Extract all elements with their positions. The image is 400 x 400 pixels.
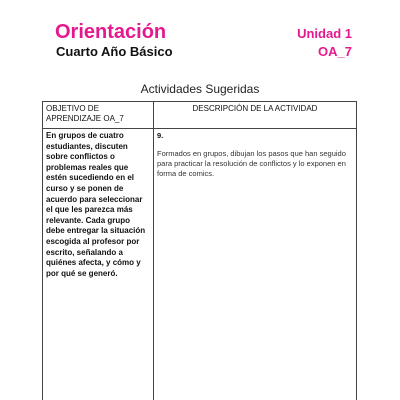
description-cell [154,129,357,400]
activity-text: Formados en grupos, dibujan los pasos que han seguido para practicar la resolución de conflictos y lo exponen en forma de comics. [157,149,346,178]
grade-label: Cuarto Año Básico [56,44,173,59]
table-row [43,129,357,400]
objective-cell: En grupos de cuatro estudiantes, discuten sobre conflictos o problemas reales que estén sucediendo en el curso y se ponen de acuerdo para seleccionar el que les parezca más relevante. Cada grupo debe entregar la situación escogida al profesor por escrito, señalando a quiénes afecta, y cómo y por qué se generó. [43,129,154,400]
table-header-row [43,102,357,129]
unit-label: Unidad 1 [297,26,352,41]
activities-table [42,101,357,400]
section-title: Actividades Sugeridas [140,82,260,96]
oa-code-label: OA_7 [318,44,352,59]
objective-column-header: OBJETIVO DE APRENDIZAJE OA_7 [43,102,154,129]
activity-number: 9. [157,131,164,140]
description-column-header: DESCRIPCIÓN DE LA ACTIVIDAD [154,102,357,129]
subject-title: Orientación [55,21,167,43]
